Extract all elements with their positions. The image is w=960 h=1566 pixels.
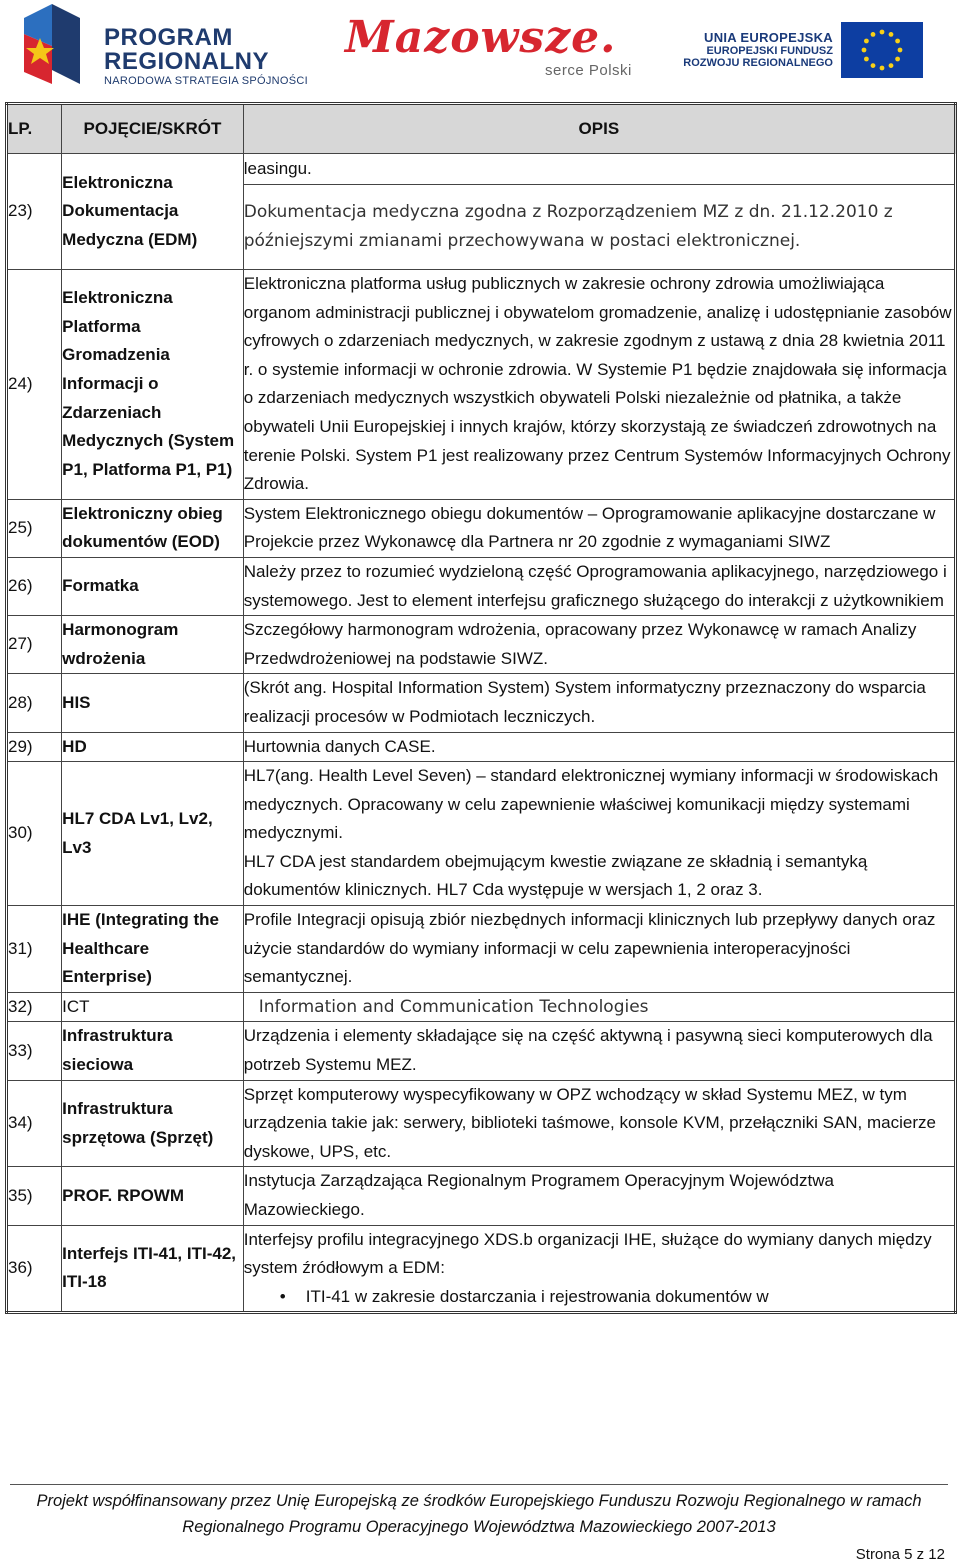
footer-divider <box>10 1484 948 1485</box>
row-desc: Elektroniczna platforma usług publicznych w zakresie ochrony zdrowia umożliwiająca organom administracji publicznej i obywatelom gromadzenie, analizę i udostępnianie zasobów cyfrowych o zdarzeniach medycznych, w zakresie zgodnym z ustawą z dnia 28 kwietnia 2011 r. o systemie informacji w ochronie zdrowia. W Systemie P1 będzie znajdowała się informacja o zdarzeniach medycznych wszystkich obywateli Polski niezależnie od płatnika, a także obywateli Unii Europejskiej i innych krajów, którzy skorzystają ze świadczeń zdrowotnych na terenie Polski. System P1 jest realizowany przez Centrum Systemów Informacyjnych Ochrony Zdrowia. <box>243 270 955 500</box>
column-header-term: POJĘCIE/SKRÓT <box>62 104 244 154</box>
footer-line2: Regionalnego Programu Operacyjnego Województwa Mazowieckiego 2007-2013 <box>182 1518 776 1536</box>
row-desc: (Skrót ang. Hospital Information System) System informatyczny przeznaczony do wsparcia realizacji procesów w Podmiotach leczniczych. <box>243 674 955 732</box>
row-lp: 32) <box>7 992 62 1022</box>
definitions-table <box>5 102 957 1314</box>
program-regionalny-emblem-icon <box>22 4 82 84</box>
row-desc: Information and Communication Technologies <box>243 992 955 1022</box>
row-term: HD <box>62 732 244 762</box>
table-row <box>7 762 956 906</box>
row-desc <box>243 1225 955 1313</box>
table-row-continuation <box>7 154 956 185</box>
footer-line1: Projekt współfinansowany przez Unię Europejską ze środków Europejskiego Funduszu Rozwoju Regionalnego w ramach <box>36 1492 922 1510</box>
row-desc: System Elektronicznego obiegu dokumentów – Oprogramowanie aplikacyjne dostarczane w Projekcie przez Wykonawcę dla Partnera nr 20 zgodnie z wymaganiami SIWZ <box>243 499 955 557</box>
row-desc <box>243 762 955 906</box>
row-desc: Sprzęt komputerowy wyspecyfikowany w OPZ wchodzący w skład Systemu MEZ, w tym urządzenia takie jak: serwery, biblioteki taśmowe, konsole KVM, przełączniki SAN, macierze dyskowe, UPS, etc. <box>243 1080 955 1167</box>
row-desc: Hurtownia danych CASE. <box>243 732 955 762</box>
row-lp: 27) <box>7 616 62 674</box>
row-term: Interfejs ITI-41, ITI-42, ITI-18 <box>62 1225 244 1313</box>
eu-logo <box>683 22 943 82</box>
mazowsze-word: Mazowsze. <box>345 12 617 63</box>
row-lp: 24) <box>7 270 62 500</box>
row-lp: 33) <box>7 1022 62 1080</box>
row-term: Elektroniczny obieg dokumentów (EOD) <box>62 499 244 557</box>
column-header-desc: OPIS <box>243 104 955 154</box>
row-desc: Profile Integracji opisują zbiór niezbędnych informacji klinicznych lub przepływy danych oraz użycie standardów do wymiany informacji w celu zapewnienia interoperacyjności semantycznej. <box>243 906 955 993</box>
program-line3: NARODOWA STRATEGIA SPÓJNOŚCI <box>104 75 308 87</box>
table-header-row <box>7 104 956 154</box>
mazowsze-subtitle: serce Polski <box>545 62 632 79</box>
table-row <box>7 1080 956 1167</box>
row-lp: 31) <box>7 906 62 993</box>
row-desc-para1: Interfejsy profilu integracyjnego XDS.b organizacji IHE, służące do wymiany danych między system źródłowym a EDM: <box>243 1229 932 1278</box>
page-footer <box>10 1488 948 1540</box>
row-term: Infrastruktura sprzętowa (Sprzęt) <box>62 1080 244 1167</box>
mazowsze-logo <box>345 12 645 92</box>
row-term: HL7 CDA Lv1, Lv2, Lv3 <box>62 762 244 906</box>
eu-line1: UNIA EUROPEJSKA <box>704 30 833 45</box>
row-lp: 23) <box>7 154 62 270</box>
row-lp: 25) <box>7 499 62 557</box>
eu-line3: ROZWOJU REGIONALNEGO <box>683 57 833 69</box>
row-lp: 35) <box>7 1167 62 1225</box>
row-term: Elektroniczna Dokumentacja Medyczna (EDM) <box>62 154 244 270</box>
row-desc: Szczegółowy harmonogram wdrożenia, opracowany przez Wykonawcę w ramach Analizy Przedwdrożeniowej na podstawie SIWZ. <box>243 616 955 674</box>
eu-flag-icon <box>841 22 923 78</box>
row-term: ICT <box>62 992 244 1022</box>
bullet-item: • ITI-41 w zakresie dostarczania i rejestrowania dokumentów w <box>244 1283 954 1312</box>
eu-text <box>683 30 833 69</box>
row-desc-para1: HL7(ang. Health Level Seven) – standard elektronicznej wymiany informacji w środowiskach medycznych. Opracowany w celu zapewnienie właściwej komunikacji między systemami medycznymi. <box>243 766 939 843</box>
table-row <box>7 674 956 732</box>
row-lp: 34) <box>7 1080 62 1167</box>
row-term: HIS <box>62 674 244 732</box>
page-number: Strona 5 z 12 <box>855 1546 945 1563</box>
continuation-text: leasingu. <box>243 154 955 185</box>
table-row <box>7 732 956 762</box>
table-row <box>7 270 956 500</box>
row-lp: 28) <box>7 674 62 732</box>
row-term: IHE (Integrating the Healthcare Enterprise) <box>62 906 244 993</box>
row-lp: 26) <box>7 557 62 615</box>
row-lp: 29) <box>7 732 62 762</box>
row-term: Harmonogram wdrożenia <box>62 616 244 674</box>
row-desc: Urządzenia i elementy składające się na część aktywną i pasywną sieci komputerowych dla potrzeb Systemu MEZ. <box>243 1022 955 1080</box>
table-row <box>7 1022 956 1080</box>
row-desc-para2: HL7 CDA jest standardem obejmującym kwestie związane ze składnią i semantyką dokumentów klinicznych. HL7 Cda występuje w wersjach 1, 2 oraz 3. <box>243 851 868 900</box>
program-line1: PROGRAM <box>104 24 233 51</box>
column-header-lp: LP. <box>7 104 62 154</box>
table-row <box>7 992 956 1022</box>
row-lp: 36) <box>7 1225 62 1313</box>
eu-line2: EUROPEJSKI FUNDUSZ <box>706 45 833 57</box>
row-term: Elektroniczna Platforma Gromadzenia Informacji o Zdarzeniach Medycznych (System P1, Platforma P1, P1) <box>62 270 244 500</box>
row-lp: 30) <box>7 762 62 906</box>
row-term: Infrastruktura sieciowa <box>62 1022 244 1080</box>
table-row <box>7 616 956 674</box>
table-row <box>7 906 956 993</box>
table-row <box>7 1167 956 1225</box>
row-term: PROF. RPOWM <box>62 1167 244 1225</box>
row-desc: Należy przez to rozumieć wydzieloną część Oprogramowania aplikacyjnego, narzędziowego i systemowego. Jest to element interfejsu graficznego służącego do interakcji z użytkownikiem <box>243 557 955 615</box>
page-header <box>0 0 960 100</box>
program-regionalny-logo <box>22 4 312 92</box>
table-row <box>7 499 956 557</box>
program-line2: REGIONALNY <box>104 48 270 75</box>
row-term: Formatka <box>62 557 244 615</box>
row-desc: Dokumentacja medyczna zgodna z Rozporządzeniem MZ z dn. 21.12.2010 z późniejszymi zmianami przechowywana w postaci elektronicznej. <box>243 185 955 270</box>
row-desc: Instytucja Zarządzająca Regionalnym Programem Operacyjnym Województwa Mazowieckiego. <box>243 1167 955 1225</box>
table-row <box>7 1225 956 1313</box>
table-row <box>7 557 956 615</box>
